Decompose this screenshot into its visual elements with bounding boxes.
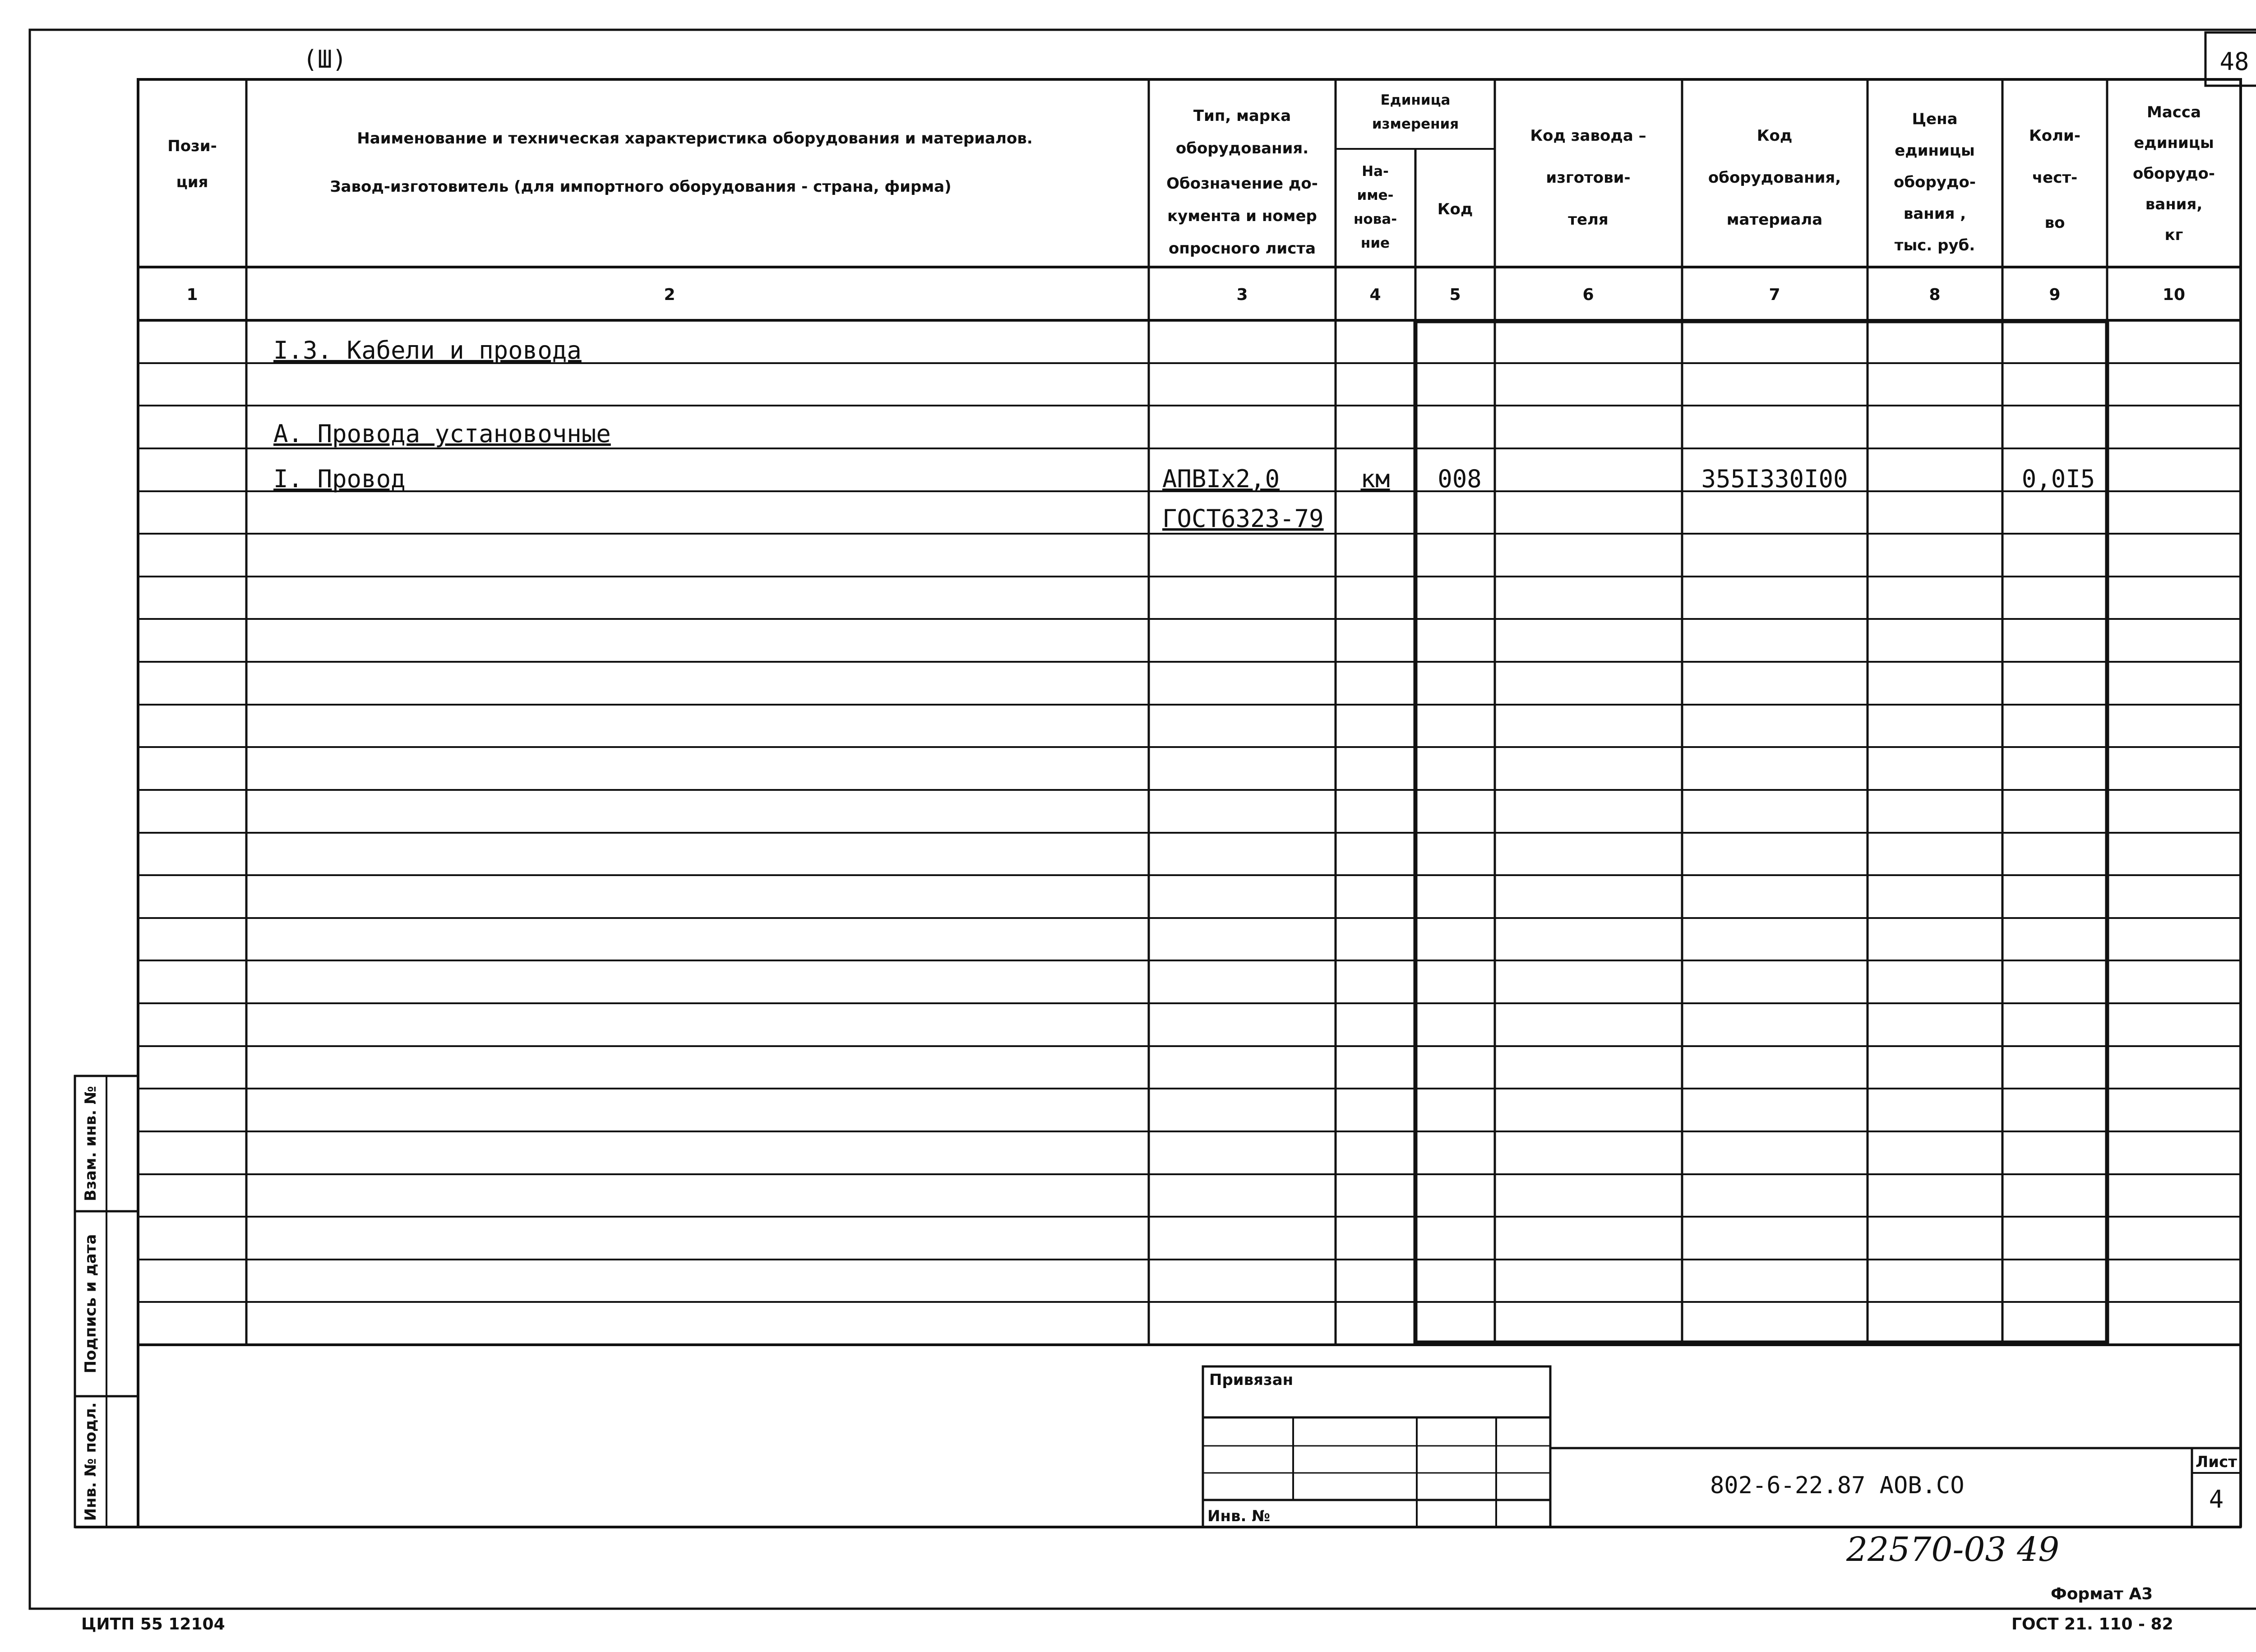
col7-header-line1: Код: [1757, 127, 1793, 145]
col7-header-line3: материала: [1726, 211, 1823, 229]
row4-type: АПВIх2,0: [1162, 465, 1280, 493]
col7-header-line2: оборудования,: [1708, 169, 1841, 187]
col10-header-line3: оборудо-: [2133, 165, 2215, 183]
col-number-10: 10: [2162, 286, 2186, 304]
col6-header-line2: изготови-: [1546, 169, 1631, 187]
col10-header-line1: Масса: [2146, 103, 2201, 121]
col9-header-line2: чест-: [2032, 169, 2078, 187]
document-code: 802-6-22.87 АОВ.СО: [1710, 1472, 1965, 1499]
col4-header-line4: ние: [1360, 235, 1390, 251]
col3-header-line2: оборудования.: [1175, 139, 1309, 157]
col6-header-line3: теля: [1568, 211, 1609, 229]
col4-header-line2: име-: [1357, 187, 1394, 203]
column-separators: [246, 79, 2107, 1345]
col4-header-line1: На-: [1362, 163, 1389, 180]
format-label: Формат А3: [2051, 1585, 2153, 1603]
inv-label: Инв. №: [1207, 1507, 1271, 1525]
sheet-value: 4: [2209, 1485, 2224, 1514]
row4-unit-code: 008: [1438, 465, 1482, 493]
col-number-6: 6: [1582, 286, 1594, 304]
sheet-label: Лист: [2196, 1453, 2237, 1471]
row4-quantity: 0,0I5: [2021, 465, 2095, 493]
side-label-signature-date: Подпись и дата: [82, 1234, 100, 1374]
col2-header-line1: Наименование и техническая характеристика оборудования и материалов.: [357, 129, 1033, 148]
column-numbers: [186, 286, 2185, 304]
row4-unit-name: км: [1360, 465, 1390, 493]
col3-header-line5: опросного листа: [1168, 240, 1316, 258]
row4-name: I. Провод: [273, 465, 406, 493]
col-number-1: 1: [186, 286, 198, 304]
col1-header-line2: ция: [176, 173, 208, 191]
col-number-9: 9: [2049, 286, 2061, 304]
side-label-replaced-inv: Взам. инв. №: [82, 1086, 100, 1201]
gost-stamp: ГОСТ 21. 110 - 82: [2011, 1615, 2173, 1634]
col-number-4: 4: [1369, 286, 1381, 304]
attached-label: Привязан: [1209, 1371, 1294, 1389]
col8-header-line1: Цена: [1912, 110, 1958, 128]
col8-header-line2: единицы: [1895, 142, 1975, 160]
row3-name: А. Провода установочные: [273, 420, 611, 448]
col1-header-line1: Пози-: [167, 137, 217, 155]
col3-header-line1: Тип, марка: [1193, 107, 1291, 125]
section-mark: (Ш): [303, 45, 347, 74]
row1-name: I.3. Кабели и провода: [273, 336, 582, 365]
col8-header-line4: вания ,: [1903, 205, 1966, 223]
table-body: [273, 336, 2095, 533]
col-number-8: 8: [1929, 286, 1941, 304]
table-header: [167, 92, 2215, 258]
col-number-2: 2: [664, 286, 675, 304]
col-number-5: 5: [1449, 286, 1461, 304]
col10-header-line4: вания,: [2145, 195, 2203, 213]
row4-material-code: 355I330I00: [1701, 465, 1848, 493]
row5-type: ГОСТ6323-79: [1162, 504, 1324, 533]
col5-header: Код: [1437, 200, 1473, 218]
col9-header-line1: Коли-: [2029, 127, 2080, 145]
main-table-frame: [138, 79, 2241, 1345]
unit-group-header-line1: Единица: [1380, 92, 1451, 108]
col3-header-line3: Обозначение до-: [1166, 175, 1318, 193]
col3-header-line4: кумента и номер: [1167, 207, 1317, 225]
title-block: [75, 1345, 2241, 1527]
handwritten-number: 22570-03 49: [1846, 1530, 2060, 1569]
sheet-number: 48: [2219, 47, 2249, 76]
side-stamp-strip: [75, 1076, 138, 1527]
col10-header-line2: единицы: [2134, 134, 2214, 152]
col-number-7: 7: [1769, 286, 1780, 304]
col-number-3: 3: [1236, 286, 1248, 304]
col6-header-line1: Код завода –: [1530, 127, 1646, 145]
side-label-original-inv: Инв. № подл.: [82, 1402, 100, 1521]
col8-header-line5: тыс. руб.: [1894, 236, 1975, 254]
col4-header-line3: нова-: [1353, 211, 1397, 227]
col10-header-line5: кг: [2164, 226, 2183, 244]
col2-header-line2: Завод-изготовитель (для импортного оборудования - страна, фирма): [330, 178, 952, 196]
unit-group-header-line2: измерения: [1372, 116, 1459, 132]
col9-header-line3: во: [2044, 214, 2065, 232]
col8-header-line3: оборудо-: [1894, 173, 1976, 191]
left-stamp: ЦИТП 55 12104: [81, 1615, 225, 1634]
